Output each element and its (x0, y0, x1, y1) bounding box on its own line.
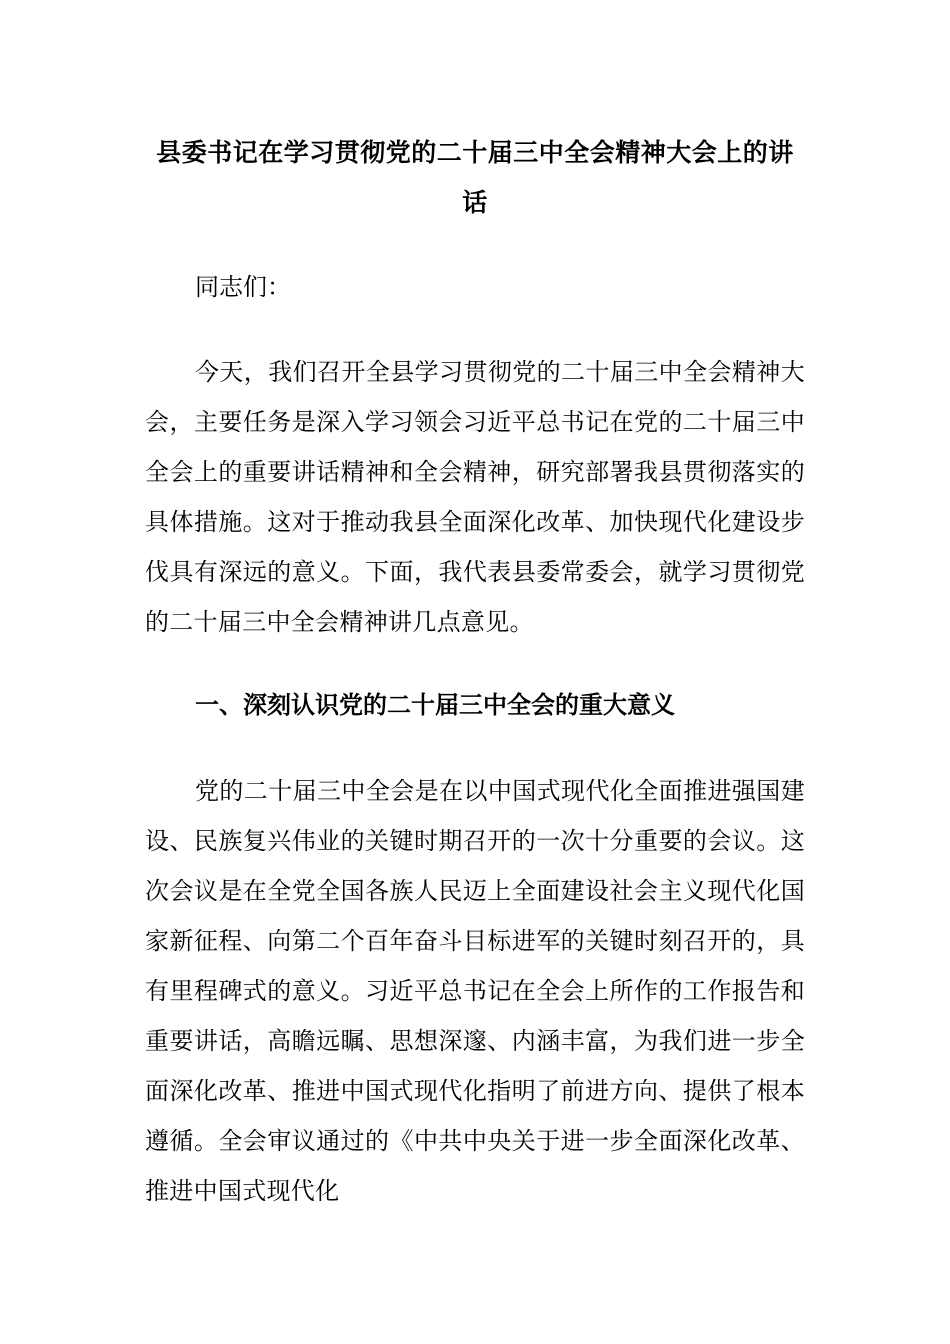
salutation: 同志们： (195, 273, 291, 301)
section-heading: 一、深刻认识党的二十届三中全会的重大意义 (195, 691, 675, 719)
paragraph-section-one: 党的二十届三中全会是在以中国式现代化全面推进强国建设、民族复兴伟业的关键时期召开的一次十分重要的会议。这次会议是在全党全国各族人民迈上全面建设社会主义现代化国家新征程、向第二个百年奋斗目标进军的关键时刻召开的，具有里程碑式的意义。习近平总书记在全会上所作的工作报告和重要讲话，高瞻远瞩、思想深邃、内涵丰富，为我们进一步全面深化改革、推进中国式现代化指明了前进方向、提供了根本遵循。全会审议通过的《中共中央关于进一步全面深化改革、推进中国式现代化 (145, 777, 805, 1205)
document-title: 县委书记在学习贯彻党的二十届三中全会精神大会上的讲话 (156, 138, 794, 217)
paragraph-intro: 今天，我们召开全县学习贯彻党的二十届三中全会精神大会，主要任务是深入学习领会习近平总书记在党的二十届三中全会上的重要讲话精神和全会精神，研究部署我县贯彻落实的具体措施。这对于推动我县全面深化改革、加快现代化建设步伐具有深远的意义。下面，我代表县委常委会，就学习贯彻党的二十届三中全会精神讲几点意见。 (145, 358, 805, 636)
